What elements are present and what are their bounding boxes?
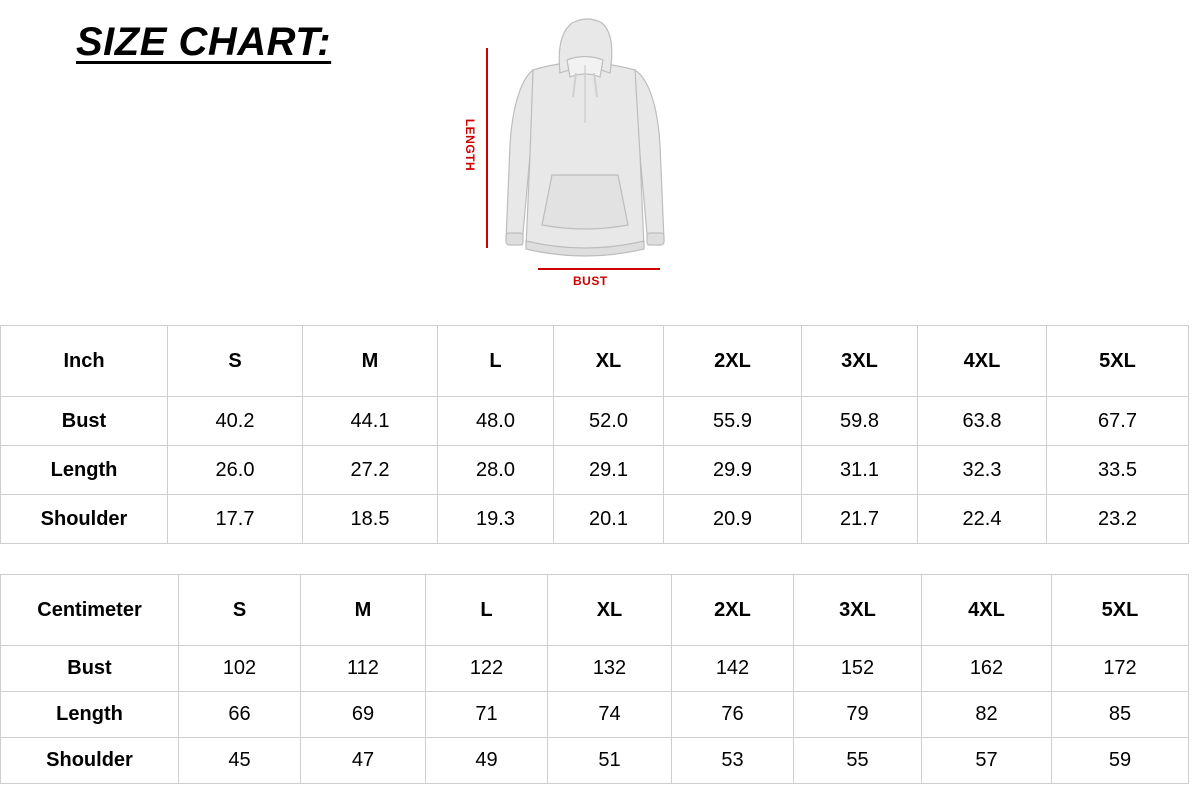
table-cell: 27.2	[303, 446, 438, 495]
table-cell: 66	[179, 692, 301, 738]
table-cell: 102	[179, 646, 301, 692]
table-cell: 69	[301, 692, 426, 738]
page-title: SIZE CHART:	[76, 20, 332, 64]
inch-size-table	[0, 325, 1189, 544]
table-cell: 40.2	[168, 397, 303, 446]
table-cell: 55.9	[664, 397, 802, 446]
table-row	[1, 738, 1189, 784]
row-label: Length	[1, 446, 168, 495]
table-cell: 22.4	[918, 495, 1047, 544]
table-cell: 47	[301, 738, 426, 784]
header-cell: 4XL	[918, 326, 1047, 397]
inch-table-header	[1, 326, 1189, 397]
table-cell: 67.7	[1047, 397, 1189, 446]
table-cell: 48.0	[438, 397, 554, 446]
header-cell: 5XL	[1047, 326, 1189, 397]
table-cell: 142	[672, 646, 794, 692]
header-cell: Centimeter	[1, 575, 179, 646]
table-cell: 55	[794, 738, 922, 784]
cm-table-header	[1, 575, 1189, 646]
row-label: Bust	[1, 646, 179, 692]
bust-label: BUST	[573, 274, 608, 288]
table-cell: 21.7	[802, 495, 918, 544]
hoodie-illustration	[460, 15, 700, 295]
header-cell: M	[301, 575, 426, 646]
row-label: Length	[1, 692, 179, 738]
table-cell: 52.0	[554, 397, 664, 446]
table-cell: 122	[426, 646, 548, 692]
table-cell: 44.1	[303, 397, 438, 446]
table-cell: 32.3	[918, 446, 1047, 495]
table-cell: 23.2	[1047, 495, 1189, 544]
table-cell: 71	[426, 692, 548, 738]
table-cell: 85	[1052, 692, 1189, 738]
row-label: Bust	[1, 397, 168, 446]
header-cell: S	[179, 575, 301, 646]
header-cell: 2XL	[664, 326, 802, 397]
table-cell: 17.7	[168, 495, 303, 544]
hoodie-shape	[506, 19, 664, 256]
header-cell: 3XL	[802, 326, 918, 397]
header-cell: 2XL	[672, 575, 794, 646]
length-label: LENGTH	[463, 118, 477, 172]
table-cell: 19.3	[438, 495, 554, 544]
header-cell: 5XL	[1052, 575, 1189, 646]
table-cell: 59.8	[802, 397, 918, 446]
table-cell: 20.9	[664, 495, 802, 544]
row-label: Shoulder	[1, 495, 168, 544]
table-row	[1, 397, 1189, 446]
table-cell: 59	[1052, 738, 1189, 784]
table-cell: 20.1	[554, 495, 664, 544]
header-cell: XL	[548, 575, 672, 646]
table-cell: 162	[922, 646, 1052, 692]
table-row	[1, 646, 1189, 692]
table-cell: 112	[301, 646, 426, 692]
table-row	[1, 495, 1189, 544]
table-cell: 82	[922, 692, 1052, 738]
header-cell: 4XL	[922, 575, 1052, 646]
header-cell: L	[438, 326, 554, 397]
table-cell: 18.5	[303, 495, 438, 544]
table-cell: 152	[794, 646, 922, 692]
hoodie-figure	[460, 15, 700, 295]
table-cell: 29.1	[554, 446, 664, 495]
table-cell: 63.8	[918, 397, 1047, 446]
centimeter-size-table	[0, 574, 1189, 784]
table-cell: 79	[794, 692, 922, 738]
table-cell: 74	[548, 692, 672, 738]
table-cell: 53	[672, 738, 794, 784]
table-cell: 31.1	[802, 446, 918, 495]
header-cell: L	[426, 575, 548, 646]
table-cell: 132	[548, 646, 672, 692]
table-cell: 29.9	[664, 446, 802, 495]
header-cell: S	[168, 326, 303, 397]
header-cell: 3XL	[794, 575, 922, 646]
table-cell: 33.5	[1047, 446, 1189, 495]
header-cell: XL	[554, 326, 664, 397]
table-cell: 172	[1052, 646, 1189, 692]
table-cell: 26.0	[168, 446, 303, 495]
table-cell: 51	[548, 738, 672, 784]
table-row	[1, 446, 1189, 495]
table-cell: 45	[179, 738, 301, 784]
table-cell: 57	[922, 738, 1052, 784]
table-cell: 28.0	[438, 446, 554, 495]
table-cell: 49	[426, 738, 548, 784]
row-label: Shoulder	[1, 738, 179, 784]
header-cell: M	[303, 326, 438, 397]
table-row	[1, 692, 1189, 738]
table-cell: 76	[672, 692, 794, 738]
header-cell: Inch	[1, 326, 168, 397]
